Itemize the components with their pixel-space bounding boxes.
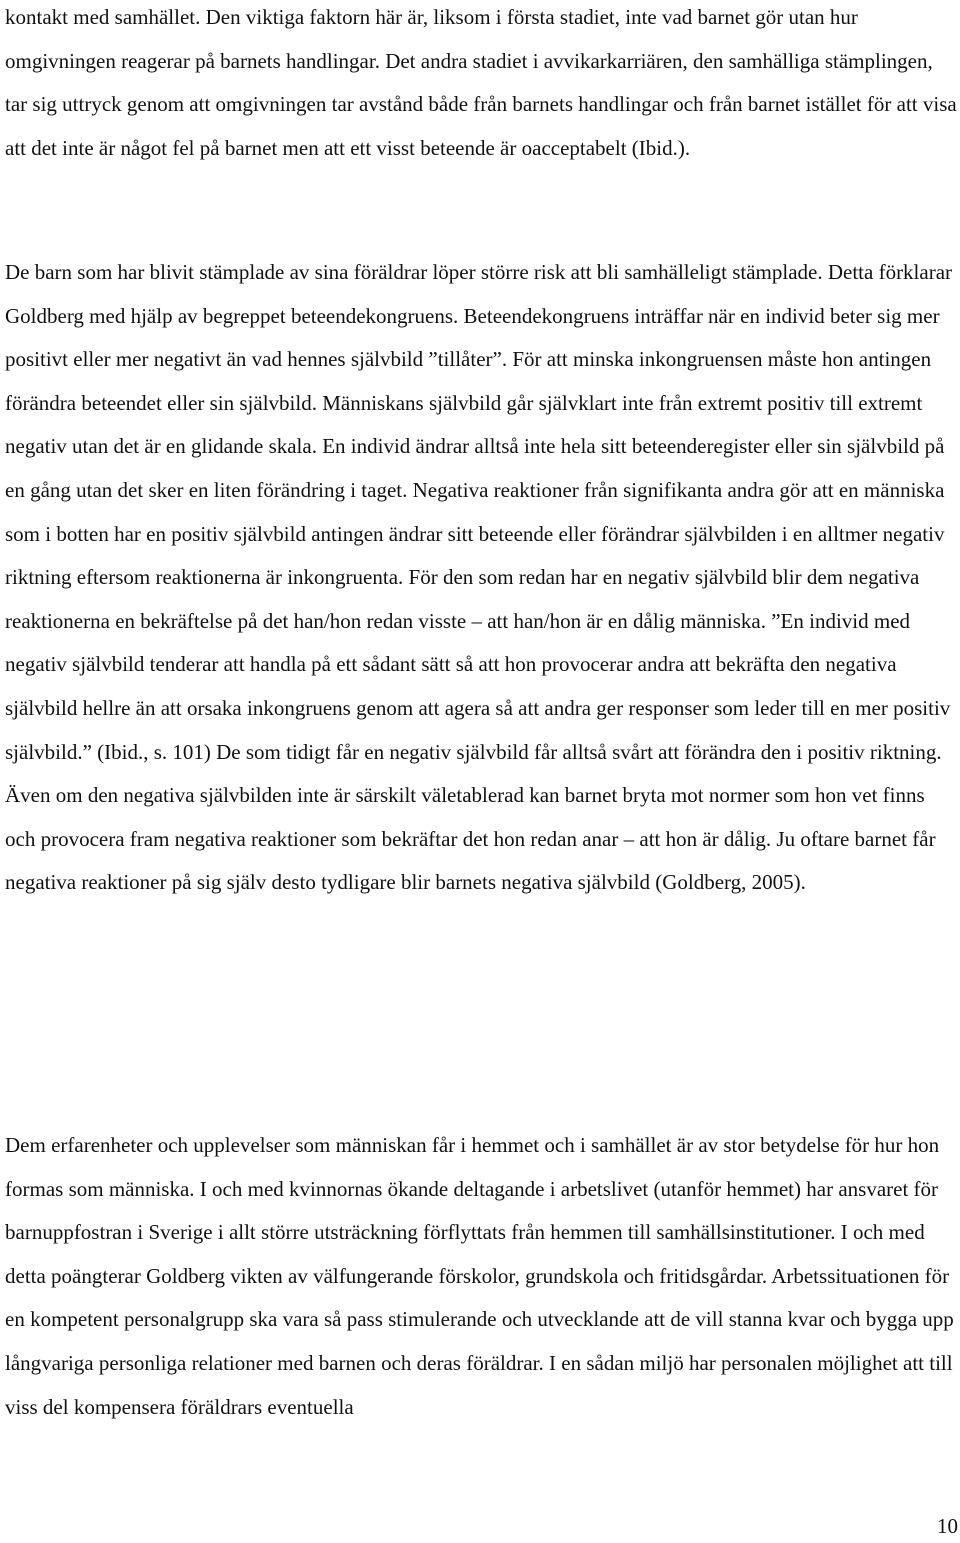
page-number: 10: [937, 1514, 958, 1538]
body-paragraph-1: kontakt med samhället. Den viktiga faktorn här är, liksom i första stadiet, inte vad barnet gör utan hur omgivningen reagerar på barnets handlingar. Det andra stadiet i avvikarkarriären, den samhälliga stämplingen, tar sig uttryck genom att omgivningen tar avstånd både från barnets handlingar och från barnet istället för att visa att det inte är något fel på barnet men att ett visst beteende är oacceptabelt (Ibid.).: [5, 5, 957, 160]
body-paragraph-2: De barn som har blivit stämplade av sina föräldrar löper större risk att bli samhälleligt stämplade. Detta förklarar Goldberg med hjälp av begreppet beteendekongruens. Beteendekongruens inträffar när en individ beter sig mer positivt eller mer negativt än vad hennes självbild ”tillåter”. För att minska inkongruensen måste hon antingen förändra beteendet eller sin självbild. Människans självbild går självklart inte från extremt positiv till extremt negativ utan det är en glidande skala. En individ ändrar alltså inte hela sitt beteenderegister eller sin självbild på en gång utan det sker en liten förändring i taget. Negativa reaktioner från signifikanta andra gör att en människa som i botten har en positiv självbild antingen ändrar sitt beteende eller förändrar självbilden i en alltmer negativ riktning eftersom reaktionerna är inkongruenta. För den som redan har en negativ självbild blir dem negativa reaktionerna en bekräftelse på det han/hon redan visste – att han/hon är en dålig människa. ”En individ med negativ självbild tenderar att handla på ett sådant sätt så att hon provocerar andra att bekräfta den negativa självbild hellre än att orsaka inkongruens genom att agera så att andra ger responser som leder till en mer positiv självbild.” (Ibid., s. 101) De som tidigt får en negativ självbild får alltså svårt att förändra den i positiv riktning. Även om den negativa självbilden inte är särskilt väletablerad kan barnet bryta mot normer som hon vet finns och provocera fram negativa reaktioner som bekräftar det hon redan anar – att hon är dålig. Ju oftare barnet får negativa reaktioner på sig själv desto tydligare blir barnets negativa självbild (Goldberg, 2005).: [5, 260, 953, 895]
body-paragraph-3: Dem erfarenheter och upplevelser som människan får i hemmet och i samhället är av stor betydelse för hur hon formas som människa. I och med kvinnornas ökande deltagande i arbetslivet (utanför hemmet) har ansvaret för barnuppfostran i Sverige i allt större utsträckning förflyttats från hemmen till samhällsinstitutioner. I och med detta poängterar Goldberg vikten av välfungerande förskolor, grundskola och fritidsgårdar. Arbetssituationen för en kompetent personalgrupp ska vara så pass stimulerande och utvecklande att de vill stanna kvar och bygga upp långvariga personliga relationer med barnen och deras föräldrar. I en sådan miljö har personalen möjlighet att till viss del kompensera föräldrars eventuella: [5, 1133, 954, 1419]
